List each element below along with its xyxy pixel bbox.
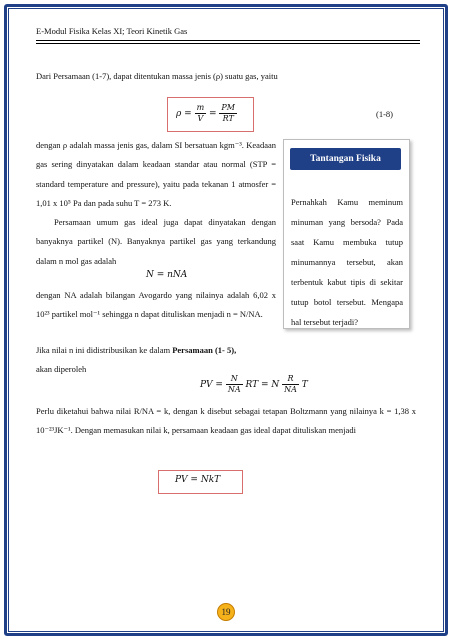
paragraph-boltzmann: Perlu diketahui bahwa nilai R/NA = k, dengan k disebut sebagai tetapan Boltzmann yang nilainya k = 1,38 x 10⁻²³JK⁻¹. Dengan memasukan nilai k, persamaan keadaan gas ideal dapat dituliskan menjadi [36, 406, 416, 436]
equation-pv-nkt-text: PV = NkT [175, 475, 221, 485]
intro-text: Dari Persamaan (1-7), dapat ditentukan massa jenis (ρ) suatu gas, yaitu [36, 71, 278, 81]
equation-n-na: N = nNA [146, 270, 188, 280]
sidebar-title: Tantangan Fisika [310, 154, 381, 164]
header-rule-bottom [36, 43, 420, 44]
sidebar-text: Pernahkah Kamu meminum minuman yang bersoda? Pada saat Kamu membuka tutup minumannya tersebut, akan terbentuk kabut tipis di sekitar tutup botol tersebut. Mengapa hal tersebut terjadi? [291, 197, 403, 327]
page-number: 19 [217, 603, 235, 621]
equation-pv-nkt [158, 470, 243, 494]
header-rule-top [36, 40, 420, 41]
header-title: E-Modul Fisika Kelas XI; Teori Kinetik Gas [36, 26, 188, 36]
sidebar-title-box [290, 148, 401, 170]
paragraph-substitute: Jika nilai n ini didistribusikan ke dalam Persamaan (1- 5), akan diperoleh [36, 345, 237, 375]
sidebar-box [283, 139, 410, 329]
equation-label: (1-8) [376, 109, 393, 119]
equation-density: ρ = $\frac{m}{V}$ = $\frac{PM}{RT}$ [167, 97, 254, 132]
paragraph-particles: Persamaan umum gas ideal juga dapat dinyatakan dengan banyaknya partikel (N). Banyaknya partikel gas yang terkandung dalam n mol gas adalah [36, 217, 276, 266]
paragraph-avogadro: dengan NA adalah bilangan Avogardo yang nilainya adalah 6,02 x 10²³ partikel mol⁻¹ sehingga n dapat dituliskan menjadi n = N/NA. [36, 290, 276, 320]
paragraph-density: dengan ρ adalah massa jenis gas, dalam SI bersatuan kgm⁻³. Keadaan gas sering dinyatakan dalam keadaan standar atau normal (STP = standard temperature and pressure), yaitu pada tekanan 1 atmosfer = 1,01 x 10⁵ Pa dan pada suhu T = 273 K. [36, 140, 276, 208]
equation-pv-expanded: PV = $\frac{N}{NA}$ RT = N $\frac{R}{NA}$ T [200, 374, 308, 394]
